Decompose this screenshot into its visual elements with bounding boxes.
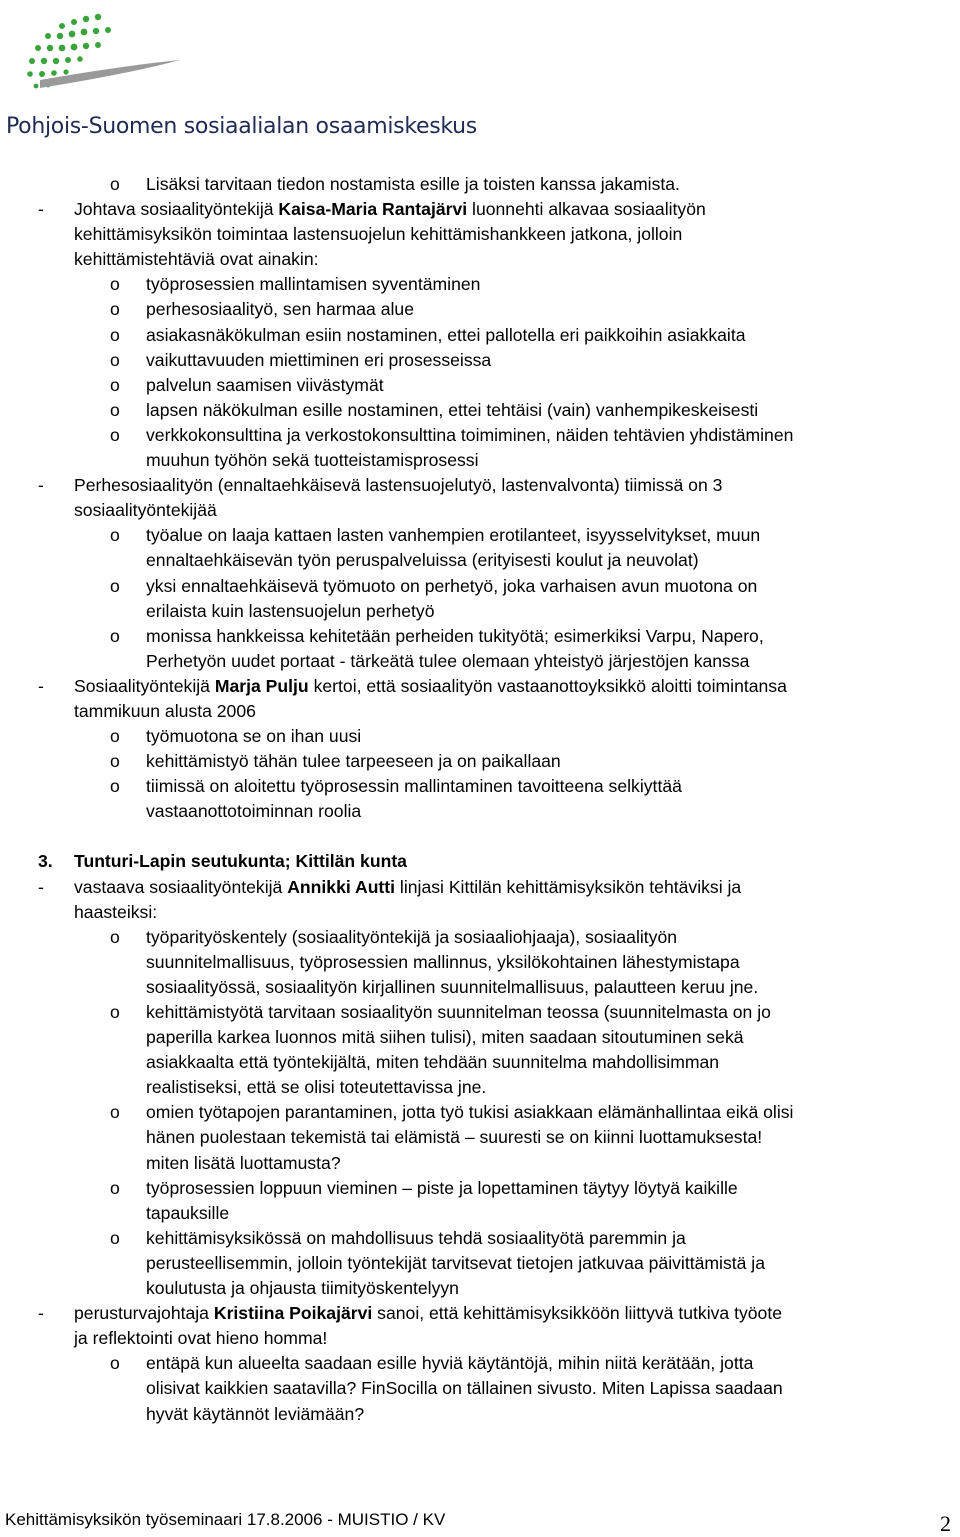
bullet: o xyxy=(110,399,120,420)
text-line: erilaista kuin lastensuojelun perhetyö xyxy=(146,600,435,621)
bullet: o xyxy=(110,374,120,395)
bullet: o xyxy=(110,1353,120,1374)
text-line: miten lisätä luottamusta? xyxy=(146,1152,341,1173)
list-item: o yksi ennaltaehkäisevä työmuoto on perhetyö, joka varhaisen avun muotona on xyxy=(0,574,960,599)
bullet: o xyxy=(110,575,120,596)
list-item: - Sosiaalityöntekijä Marja Pulju kertoi, että sosiaalityön vastaanottoyksikkö aloitti toimintansa xyxy=(0,674,960,699)
bullet: o xyxy=(110,1177,120,1198)
text-line: ennaltaehkäisevän työn peruspalveluissa (erityisesti koulut ja neuvolat) xyxy=(146,550,699,571)
bullet: o xyxy=(110,324,120,345)
bullet: o xyxy=(110,424,120,445)
bullet: o xyxy=(110,751,120,772)
list-item: o kehittämistyö tähän tulee tarpeeseen ja on paikallaan xyxy=(0,749,960,774)
dash: - xyxy=(38,199,44,220)
list-item: o monissa hankkeissa kehitetään perheiden tukityötä; esimerkiksi Varpu, Napero, xyxy=(0,624,960,649)
text-line: kehittämisyksikön toimintaa lastensuojelun kehittämishankkeen jatkona, jolloin xyxy=(74,224,683,245)
list-item: o tiimissä on aloitettu työprosessin mallintaminen tavoitteena selkiyttää xyxy=(0,774,960,799)
text-line: haasteiksi: xyxy=(74,901,158,922)
list-item: o kehittämistyötä tarvitaan sosiaalityön suunnitelman teossa (suunnitelmasta on jo xyxy=(0,1000,960,1025)
list-item: o vaikuttavuuden miettiminen eri prosesseissa xyxy=(0,348,960,373)
footer-text: Kehittämisyksikön työseminaari 17.8.2006 - MUISTIO / KV xyxy=(5,1510,446,1529)
text-line: hyvät käytännöt leviämään? xyxy=(146,1403,365,1424)
list-item: o työprosessien loppuun vieminen – piste ja lopettaminen täytyy löytyä kaikille xyxy=(0,1176,960,1201)
bullet: o xyxy=(110,1002,120,1022)
list-item: o entäpä kun alueelta saadaan esille hyviä käytäntöjä, mihin niitä kerätään, jotta xyxy=(0,1351,960,1376)
list-item: o lapsen näkökulman esille nostaminen, ettei tehtäisi (vain) vanhempikeskeisesti xyxy=(0,398,960,423)
section-heading: 3. Tunturi-Lapin seutukunta; Kittilän kunta xyxy=(38,851,407,872)
bullet: o xyxy=(110,726,120,747)
text-line: ja reflektointi ovat hieno homma! xyxy=(74,1328,328,1349)
list-item: o työparityöskentely (sosiaalityöntekijä ja sosiaaliohjaaja), sosiaalityön xyxy=(0,925,960,950)
memo-body xyxy=(0,172,960,1427)
logo xyxy=(0,0,477,150)
bullet: o xyxy=(110,299,120,320)
bullet: o xyxy=(110,525,120,546)
page-number: 2 xyxy=(940,1511,951,1536)
list-item: o työmuotona se on ihan uusi xyxy=(0,724,960,749)
list-item: o työprosessien mallintamisen syventäminen xyxy=(0,272,960,297)
dash: - xyxy=(38,1303,44,1324)
bullet: o xyxy=(110,274,120,295)
text-line: realistiseksi, että se olisi toteutettavissa jne. xyxy=(146,1077,487,1098)
text-line: perusteellisemmin, jolloin työntekijät tarvitsevat tietojen jatkuvaa päivittämistä ja xyxy=(146,1252,766,1273)
list-item: o työalue on laaja kattaen lasten vanhempien erotilanteet, isyysselvitykset, muun xyxy=(0,523,960,548)
list-item: - Johtava sosiaalityöntekijä Kaisa-Maria Rantajärvi luonnehti alkavaa sosiaalityön xyxy=(0,197,960,222)
text-line: koulutusta ja ohjausta tiimityöskentelyyn xyxy=(146,1278,459,1299)
text-line: muuhun työhön sekä tuotteistamisprosessi xyxy=(146,450,479,471)
text-line: olisivat kaikkien saatavilla? FinSocilla on tällainen sivusto. Miten Lapissa saadaan xyxy=(146,1378,783,1399)
text-line: sosiaalityössä, sosiaalityön kirjallinen suunnitelmallisuus, palautteen keruu jne. xyxy=(146,976,759,997)
list-item: - Perhesosiaalityön (ennaltaehkäisevä lastensuojelutyö, lastenvalvonta) tiimissä on 3 xyxy=(0,473,960,498)
text-line: kehittämistehtäviä ovat ainakin: xyxy=(74,249,319,270)
text-line: tammikuun alusta 2006 xyxy=(74,700,256,721)
bullet: o xyxy=(110,1227,120,1248)
list-item: o omien työtapojen parantaminen, jotta työ tukisi asiakkaan elämänhallintaa eikä olisi xyxy=(0,1100,960,1125)
bullet: o xyxy=(110,1102,120,1123)
bullet: o xyxy=(110,776,120,797)
text-line: paperilla karkea luonnos mitä siihen tulisi), miten saadaan sitoutuminen sekä xyxy=(146,1027,744,1048)
bullet: o xyxy=(110,926,120,947)
dash: - xyxy=(38,475,44,496)
list-item: - vastaava sosiaalityöntekijä Annikki Autti linjasi Kittilän kehittämisyksikön tehtäviksi ja xyxy=(0,875,960,900)
dash: - xyxy=(38,876,44,897)
text-line: Perhetyön uudet portaat - tärkeätä tulee olemaan yhteistyö järjestöjen kanssa xyxy=(146,650,750,671)
list-item: o asiakasnäkökulman esiin nostaminen, ettei pallotella eri paikkoihin asiakkaita xyxy=(0,323,960,348)
bullet: o xyxy=(110,174,120,194)
list-item: - perusturvajohtaja Kristiina Poikajärvi sanoi, että kehittämisyksikköön liittyvä tutkiva työote xyxy=(0,1301,960,1326)
logo-mark-icon xyxy=(0,0,440,112)
text-line: hänen puolestaan tekemistä tai elämistä – suuresti se on kiinni luottamuksesta! xyxy=(146,1127,763,1148)
bullet: o xyxy=(110,349,120,370)
list-item: o perhesosiaalityö, sen harmaa alue xyxy=(0,297,960,322)
text-line: vastaanottotoiminnan roolia xyxy=(146,801,362,822)
list-item: o Lisäksi tarvitaan tiedon nostamista esille ja toisten kanssa jakamista. xyxy=(0,172,960,197)
text-line: asiakkaalta että työntekijältä, miten tehdään suunnitelma mahdollisimman xyxy=(146,1052,720,1073)
dash: - xyxy=(38,675,44,696)
bullet: o xyxy=(110,625,120,646)
text-line: tapauksille xyxy=(146,1202,230,1223)
list-item: o verkkokonsulttina ja verkostokonsulttina toimiminen, näiden tehtävien yhdistäminen xyxy=(0,423,960,448)
list-item: o kehittämisyksikössä on mahdollisuus tehdä sosiaalityötä paremmin ja xyxy=(0,1226,960,1251)
text-line: suunnitelmallisuus, työprosessien mallinnus, yksilökohtainen lähestymistapa xyxy=(146,951,740,972)
list-item: o palvelun saamisen viivästymät xyxy=(0,373,960,398)
text-line: sosiaalityöntekijää xyxy=(74,500,217,521)
org-name: Pohjois-Suomen sosiaalialan osaamiskeskus xyxy=(6,114,477,139)
